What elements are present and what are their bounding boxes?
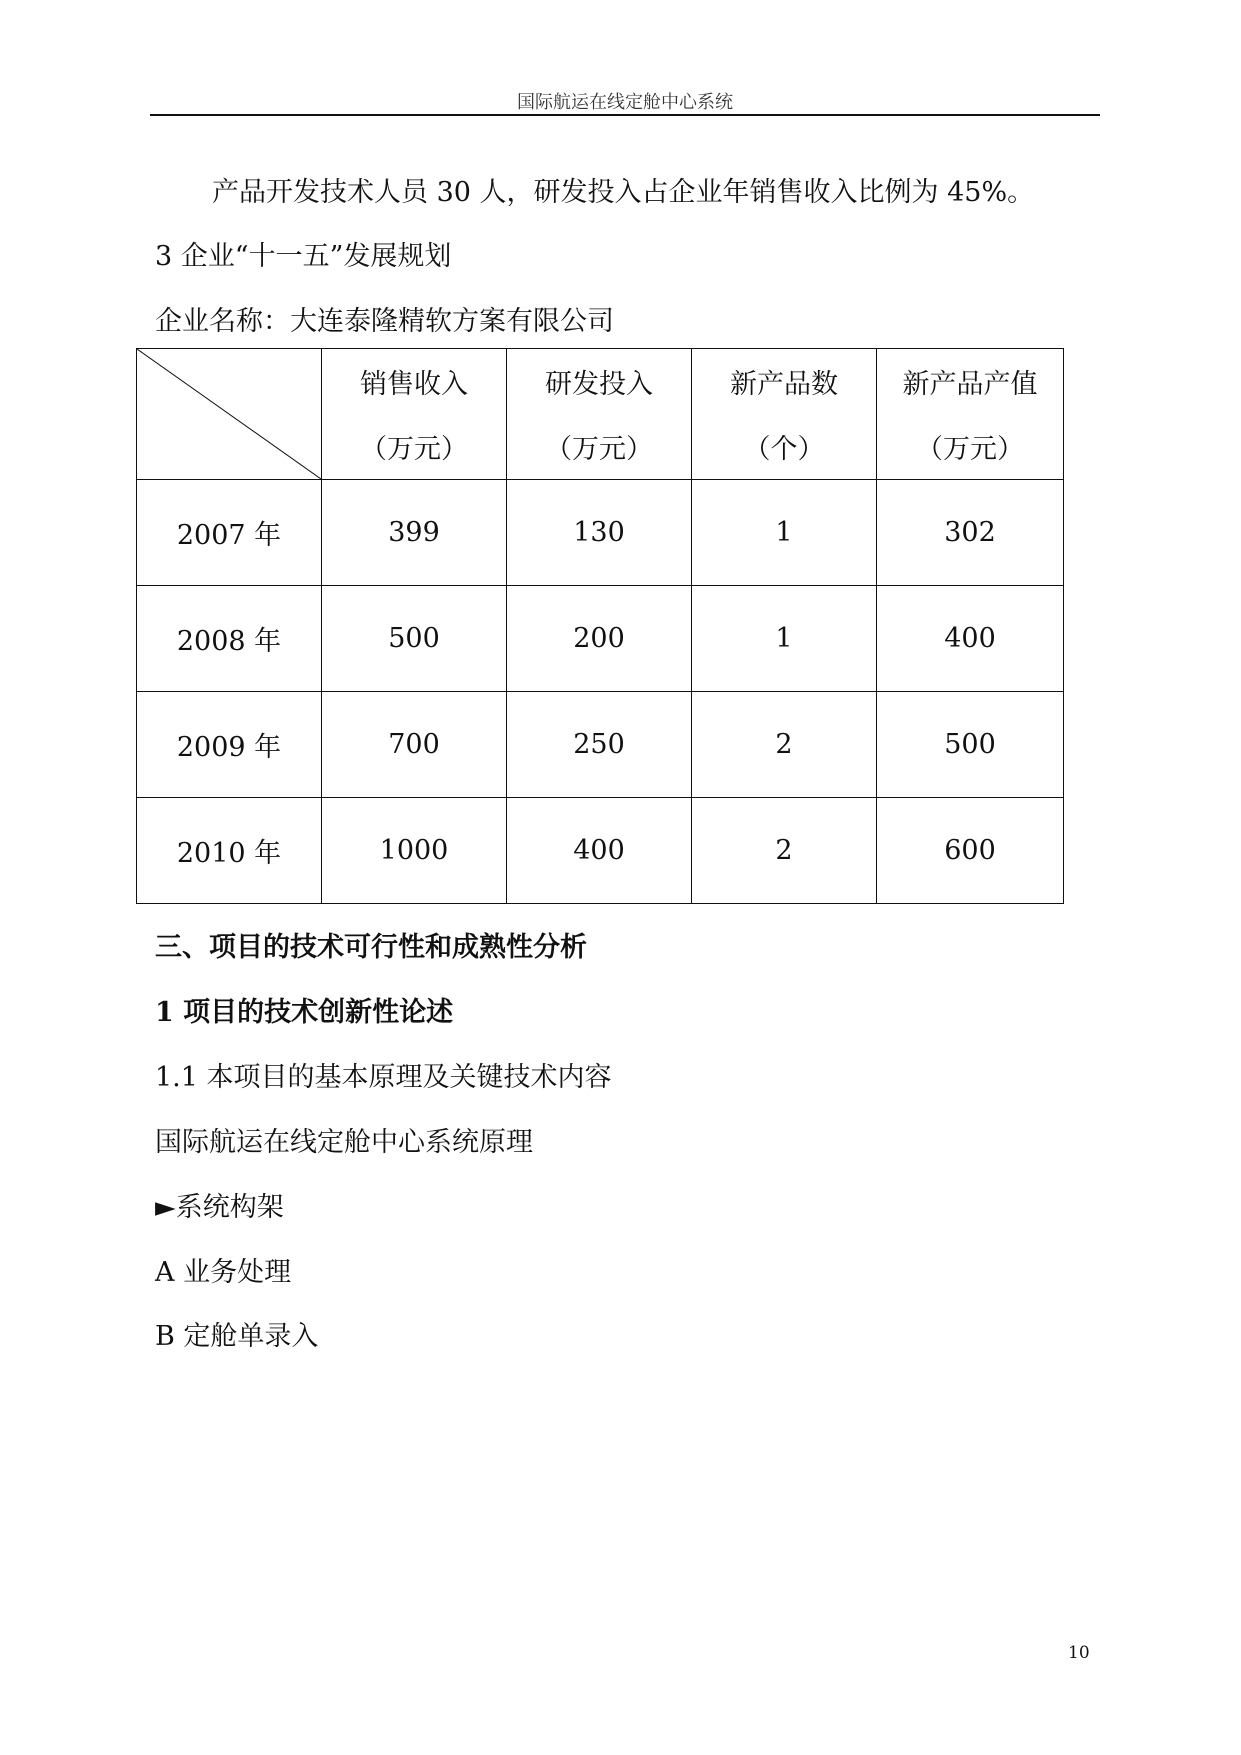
new-product-value-cell: 500 [877,692,1064,798]
system-principle-line: 国际航运在线定舱中心系统原理 [155,1127,533,1158]
year-cell: 2008 年 [137,586,322,692]
sales-cell: 1000 [322,798,507,904]
table-row [137,586,1064,692]
new-product-value-cell: 400 [877,586,1064,692]
new-product-value-cell: 302 [877,480,1064,586]
company-name-line: 企业名称：大连泰隆精软方案有限公司 [155,306,614,337]
header-rd [507,349,692,480]
sales-cell: 700 [322,692,507,798]
rd-cell: 130 [507,480,692,586]
year-cell: 2010 年 [137,798,322,904]
business-processing-line: A 业务处理 [155,1257,292,1288]
new-products-cell: 1 [692,480,877,586]
table-row [137,798,1064,904]
new-products-cell: 2 [692,798,877,904]
header-sales [322,349,507,480]
diagonal-corner-cell [137,349,322,480]
table-header-row [137,349,1064,480]
year-cell: 2007 年 [137,480,322,586]
page-number: 10 [1068,1643,1090,1663]
year-cell: 2009 年 [137,692,322,798]
new-product-value-cell: 600 [877,798,1064,904]
system-architecture-line: ►系统构架 [155,1192,284,1223]
header-rd-label: 研发投入 [545,369,653,400]
header-new-product-value-label: 新产品产值 [902,369,1038,400]
header-new-products-unit: （个） [743,434,825,465]
rd-cell: 400 [507,798,692,904]
new-products-cell: 2 [692,692,877,798]
header-sales-label: 销售收入 [360,369,468,400]
header-new-products [692,349,877,480]
section-three-heading: 三、项目的技术可行性和成熟性分析 [155,932,587,963]
booking-entry-line: B 定舱单录入 [155,1321,319,1352]
table-row [137,480,1064,586]
header-rule [150,114,1100,116]
rd-cell: 250 [507,692,692,798]
running-header: 国际航运在线定舱中心系统 [517,92,733,113]
subsection-one-heading [155,990,453,1029]
new-products-cell: 1 [692,586,877,692]
header-new-product-value [877,349,1064,480]
header-sales-unit: （万元） [360,434,468,465]
diagonal-line [137,349,321,479]
header-new-product-value-unit: （万元） [916,434,1024,465]
sales-cell: 500 [322,586,507,692]
header-new-products-label: 新产品数 [730,369,838,400]
sales-cell: 399 [322,480,507,586]
subsection-1-1-heading: 1.1 本项目的基本原理及关键技术内容 [155,1062,612,1093]
section-plan-heading: 3 企业“十一五”发展规划 [155,241,452,272]
development-plan-table [136,348,1064,904]
header-rd-unit: （万元） [545,434,653,465]
subsection-one-text: 1 项目的技术创新性论述 [155,997,454,1028]
rd-cell: 200 [507,586,692,692]
paragraph-staff-investment: 产品开发技术人员 30 人，研发投入占企业年销售收入比例为 45%。 [212,177,1035,208]
table-row [137,692,1064,798]
